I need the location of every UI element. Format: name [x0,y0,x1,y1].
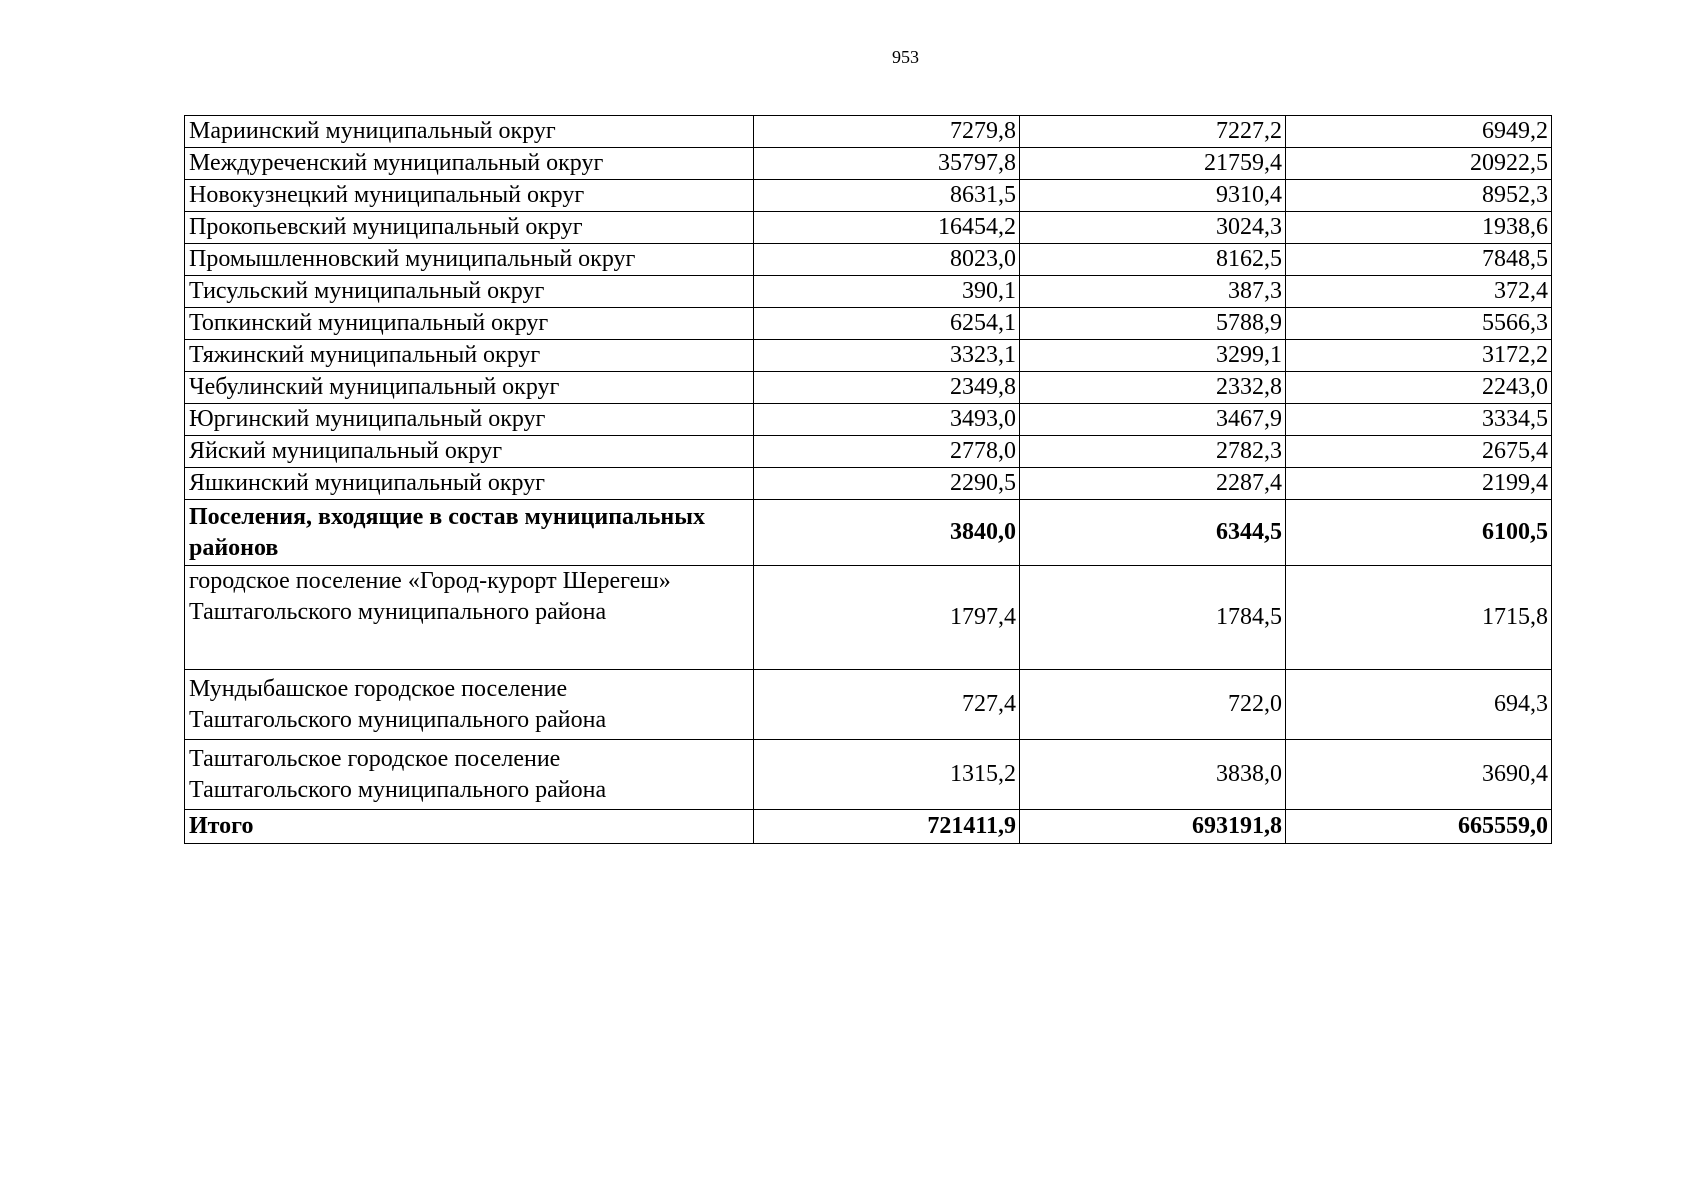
row-value-3: 8952,3 [1286,180,1552,212]
row-value-3: 3172,2 [1286,340,1552,372]
row-value-1: 3493,0 [754,404,1020,436]
table-row [185,148,1552,180]
row-value-3: 2199,4 [1286,468,1552,500]
total-value-2: 693191,8 [1020,810,1286,844]
row-value-1: 7279,8 [754,116,1020,148]
row-name: Тяжинский муниципальный округ [185,340,754,372]
row-value-3: 2675,4 [1286,436,1552,468]
settlement-row [185,566,1552,670]
settlement-name-line-2: Таштагольского муниципального района [189,599,607,625]
row-name: Новокузнецкий муниципальный округ [185,180,754,212]
settlement-name [185,740,754,810]
page-number: 953 [892,47,919,67]
row-value-2: 21759,4 [1020,148,1286,180]
row-value-1: 2349,8 [754,372,1020,404]
table-row [185,276,1552,308]
settlement-name-line-2: Таштагольского муниципального района [189,776,607,803]
settlement-name-line-1: городское поселение «Город-курорт Шерегеш» [189,568,671,594]
row-name: Тисульский муниципальный округ [185,276,754,308]
row-name: Топкинский муниципальный округ [185,308,754,340]
row-value-3: 372,4 [1286,276,1552,308]
row-name: Яйский муниципальный округ [185,436,754,468]
row-value-3: 6949,2 [1286,116,1552,148]
row-value-2: 3299,1 [1020,340,1286,372]
row-value-1: 2778,0 [754,436,1020,468]
table-row [185,340,1552,372]
settlement-value-2: 722,0 [1020,670,1286,740]
row-name: Чебулинский муниципальный округ [185,372,754,404]
row-value-2: 9310,4 [1020,180,1286,212]
row-value-1: 16454,2 [754,212,1020,244]
row-name: Промышленновский муниципальный округ [185,244,754,276]
row-value-2: 387,3 [1020,276,1286,308]
settlement-row [185,740,1552,810]
total-label: Итого [185,810,754,844]
settlements-subtotal-value-1: 3840,0 [754,500,1020,566]
row-value-2: 7227,2 [1020,116,1286,148]
settlement-name [185,670,754,740]
row-name: Яшкинский муниципальный округ [185,468,754,500]
row-value-3: 20922,5 [1286,148,1552,180]
row-value-2: 2332,8 [1020,372,1286,404]
row-value-2: 5788,9 [1020,308,1286,340]
table-row [185,212,1552,244]
settlement-value-1: 1797,4 [754,566,1020,670]
row-value-1: 3323,1 [754,340,1020,372]
row-value-1: 390,1 [754,276,1020,308]
row-value-1: 2290,5 [754,468,1020,500]
settlement-value-3: 3690,4 [1286,740,1552,810]
settlement-value-2: 1784,5 [1020,566,1286,670]
row-value-3: 2243,0 [1286,372,1552,404]
settlements-subtotal-value-3: 6100,5 [1286,500,1552,566]
row-name: Мариинский муниципальный округ [185,116,754,148]
settlements-subtotal-label-line-1: Поселения, входящие в состав муниципальных [189,503,705,530]
row-value-3: 5566,3 [1286,308,1552,340]
row-value-2: 2782,3 [1020,436,1286,468]
row-value-3: 7848,5 [1286,244,1552,276]
row-value-1: 35797,8 [754,148,1020,180]
settlements-subtotal-label [185,500,754,566]
row-value-1: 6254,1 [754,308,1020,340]
settlements-subtotal-value-2: 6344,5 [1020,500,1286,566]
settlement-value-3: 694,3 [1286,670,1552,740]
table-row [185,180,1552,212]
settlement-value-1: 727,4 [754,670,1020,740]
table-row [185,436,1552,468]
settlement-value-1: 1315,2 [754,740,1020,810]
budget-table [184,115,1552,844]
settlements-subtotal-row [185,500,1552,566]
row-value-3: 3334,5 [1286,404,1552,436]
settlement-name-line-2: Таштагольского муниципального района [189,706,607,733]
row-value-2: 3024,3 [1020,212,1286,244]
table-row [185,116,1552,148]
total-value-1: 721411,9 [754,810,1020,844]
total-row [185,810,1552,844]
table-row [185,468,1552,500]
row-value-3: 1938,6 [1286,212,1552,244]
table-row [185,372,1552,404]
table-row [185,404,1552,436]
settlement-value-2: 3838,0 [1020,740,1286,810]
row-value-2: 8162,5 [1020,244,1286,276]
settlement-name [185,566,754,670]
row-value-1: 8023,0 [754,244,1020,276]
row-value-2: 2287,4 [1020,468,1286,500]
table-row [185,308,1552,340]
settlement-value-3: 1715,8 [1286,566,1552,670]
settlement-name-line-1: Мундыбашское городское поселение [189,675,568,702]
row-name: Междуреченский муниципальный округ [185,148,754,180]
table-row [185,244,1552,276]
settlements-subtotal-label-line-2: районов [189,534,279,561]
total-value-3: 665559,0 [1286,810,1552,844]
row-name: Прокопьевский муниципальный округ [185,212,754,244]
settlement-name-line-1: Таштагольское городское поселение [189,745,561,772]
row-name: Юргинский муниципальный округ [185,404,754,436]
row-value-2: 3467,9 [1020,404,1286,436]
settlement-row [185,670,1552,740]
row-value-1: 8631,5 [754,180,1020,212]
